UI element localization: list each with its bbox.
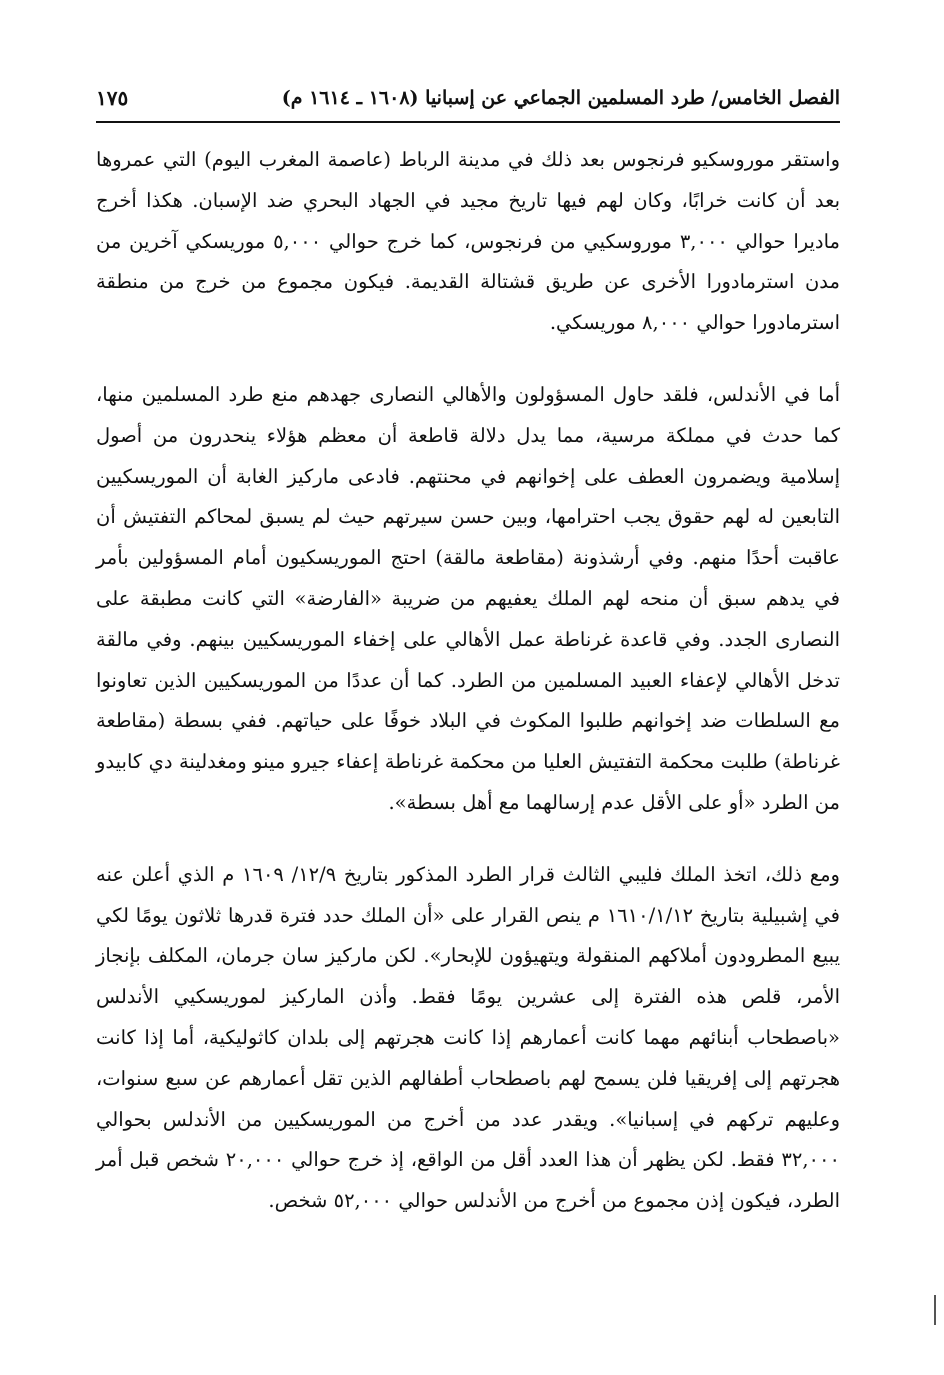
paragraph-2: أما في الأندلس، فلقد حاول المسؤولون والأهالي النصارى جهدهم منع طرد المسلمين منها، كما حدث في مملكة مرسية، مما يدل دلالة قاطعة أن معظم هؤلاء ينحدرون من أصول إسلامية ويضمرون العطف على إخوانهم في محنتهم. فادعى ماركيز الغابة أن الموريسكيين التابعين له لهم حقوق يجب احترامها، وبين حسن سيرتهم حيث لم يسبق لمحاكم التفتيش أن عاقبت أحدًا منهم. وفي أرشذونة (مقاطعة مالقة) احتج الموريسكيون أمام المسؤولين بأمر في يدهم سبق أن منحه لهم الملك يعفيهم من ضريبة «الفارضة» التي كانت مطبقة على النصارى الجدد. وفي قاعدة غرناطة عمل الأهالي على إخفاء الموريسكيين بينهم. وفي مالقة تدخل الأهالي لإعفاء العبيد المسلمين من الطرد. كما أن عددًا من الموريسكيين الذين تعاونوا مع السلطات ضد إخوانهم طلبوا المكوث في البلاد خوفًا على حياتهم. ففي بسطة (مقاطعة غرناطة) طلبت محكمة التفتيش العليا من محكمة غرناطة إعفاء جيرو مينو ومغدلينة دي كابيدو من الطرد «أو على الأقل عدم إرسالهما مع أهل بسطة». [96,382,840,814]
paragraph-1: واستقر موروسكيو فرنجوس بعد ذلك في مدينة الرباط (عاصمة المغرب اليوم) التي عمروها بعد أن كانت خرابًا، وكان لهم فيها تاريخ مجيد في الجهاد البحري ضد الإسبان. هكذا أخرج ماديرا حوالي ٣,٠٠٠ موروسكيي من فرنجوس، كما خرج حوالي ٥,٠٠٠ موريسكي آخرين من مدن استرمادورا الأخرى عن طريق قشتالة القديمة. فيكون مجموع من خرج من منطقة استرمادورا حوالي ٨,٠٠٠ موريسكي. [96,148,840,335]
body-text [96,140,840,1222]
paragraph-3: ومع ذلك، اتخذ الملك فليبي الثالث قرار الطرد المذكور بتاريخ ١٢/٩/ ١٦٠٩ م الذي أعلن عنه في إشبيلية بتاريخ ١٦١٠/١/١٢ م ينص القرار على «أن الملك حدد فترة قدرها ثلاثون يومًا لكي يبيع المطرودون أملاكهم المنقولة ويتهيؤون للإبحار». لكن ماركيز سان جرمان، المكلف بإنجاز الأمر، قلص هذه الفترة إلى عشرين يومًا فقط. وأذن الماركيز لموريسكيي الأندلس «باصطحاب أبنائهم مهما كانت أعمارهم إذا كانت هجرتهم إلى بلدان كاثوليكية، أما إذا كانت هجرتهم إلى إفريقيا فلن يسمح لهم باصطحاب أطفالهم الذين تقل أعمارهم عن سبع سنوات، وعليهم تركهم في إسبانيا». ويقدر عدد من أخرج من الموريسكيين من الأندلس بحوالي ٣٢,٠٠٠ فقط. لكن يظهر أن هذا العدد أقل من الواقع، إذ خرج حوالي ٢٠,٠٠٠ شخص قبل أمر الطرد، فيكون إذن مجموع من أخرج من الأندلس حوالي ٥٢,٠٠٠ شخص. [96,862,840,1213]
page-edge-mark [934,1295,936,1325]
header-rule [96,121,840,123]
running-header [96,80,840,116]
chapter-title: الفصل الخامس/ طرد المسلمين الجماعي عن إسبانيا (١٦٠٨ ـ ١٦١٤ م) [281,87,840,109]
page-number: ١٧٥ [96,86,129,110]
